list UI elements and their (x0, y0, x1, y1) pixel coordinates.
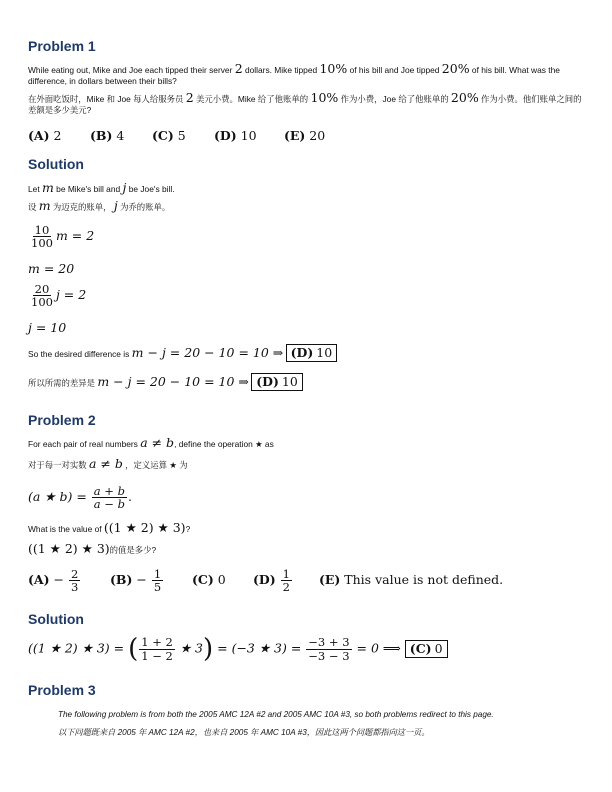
problem-3-note-en: The following problem is from both the 2005 AMC 12A #2 and 2005 AMC 10A #3, so both problems redirect to this page. (58, 710, 494, 719)
problem-2-text-en: For each pair of real numbers a ≠ b, define the operation ★ as (28, 435, 274, 450)
problem-1-heading: Problem 1 (28, 38, 96, 54)
solution-2-equation: ((1 ★ 2) ★ 3) = ( $\frac{1 + 2}{1 - 2}$ ★ 3) = (−3 ★ 3) = $\frac{-3 + 3}{-3 - 3}$ = 0 ⟹ (C) 0 (28, 636, 588, 662)
problem-2-question-en: What is the value of ((1 ★ 2) ★ 3)? (28, 520, 191, 535)
choice-b: (B) 4 (89, 128, 125, 143)
problem-3-heading: Problem 3 (28, 682, 96, 698)
problem-1-choices (28, 128, 588, 143)
problem-2-heading: Problem 2 (28, 412, 96, 428)
equation-2: m = 20 (28, 261, 75, 276)
answer-box-2: (C) 0 (405, 640, 448, 658)
solution-1-conclusion-en: So the desired difference is m − j = 20 − 10 = 10 ⇒ (D) 10 (28, 344, 588, 362)
choice-b: (B) − $\frac{1}{5}$ (109, 567, 162, 595)
mike-percent: 10% (319, 61, 348, 76)
operation-definition: (a ★ b) = $\frac{a + b}{a - b}$ . (28, 484, 132, 512)
choice-e: (E) This value is not defined. (318, 572, 504, 588)
problem-2-text-zh: 对于每一对实数 a ≠ b ，定义运算 ★ 为 (28, 456, 188, 471)
equation-4: j = 10 (28, 320, 67, 335)
solution-1-let-zh: 设 m 为迈克的账单， j 为乔的账单。 (28, 198, 171, 213)
problem-1-text-zh: 在外面吃饭时，Mike 和 Joe 每人给服务员 2 美元小费。Mike 给了他账单的 10% 作为小费，Joe 给了他账单的 20% 作为小费。他们账单之间的差额是多少美元? (28, 90, 582, 115)
choice-d: (D) $\frac{1}{2}$ (252, 567, 290, 595)
answer-box-1-zh: (D) 10 (251, 373, 303, 391)
solution-2-heading: Solution (28, 611, 84, 627)
choice-a: (A) 2 (28, 128, 62, 143)
solution-1-heading: Solution (28, 156, 84, 172)
problem-2-choices (28, 568, 588, 593)
choice-d: (D) 10 (213, 128, 257, 143)
choice-a: (A) − $\frac{2}{3}$ (28, 567, 79, 595)
problem-1-text-en: While eating out, Mike and Joe each tipped their server 2 dollars. Mike tipped 10% of his bill and Joe tipped 20% of his bill. What was the difference, in dollars between their bills? (28, 61, 560, 86)
choice-c: (C) 5 (151, 128, 186, 143)
joe-percent: 20% (441, 61, 470, 76)
answer-box-1: (D) 10 (286, 344, 338, 362)
choice-c: (C) 0 (191, 572, 226, 588)
choice-e: (E) 20 (283, 128, 326, 143)
problem-2-question-zh: ((1 ★ 2) ★ 3)的值是多少? (28, 541, 157, 556)
equation-3: $\frac{20}{100}$ j = 2 (31, 282, 87, 310)
equation-1: $\frac{10}{100}$ m = 2 (31, 223, 95, 251)
problem-3-note-zh: 以下问题既来自 2005 年 AMC 12A #2，也来自 2005 年 AMC 10A #3，因此这两个问题都指向这一页。 (58, 728, 430, 737)
solution-1-conclusion-zh: 所以所需的差异是 m − j = 20 − 10 = 10 ⇒ (D) 10 (28, 373, 588, 391)
tip-amount: 2 (234, 61, 243, 76)
solution-1-let-en: Let m be Mike's bill and j be Joe's bill. (28, 180, 175, 195)
